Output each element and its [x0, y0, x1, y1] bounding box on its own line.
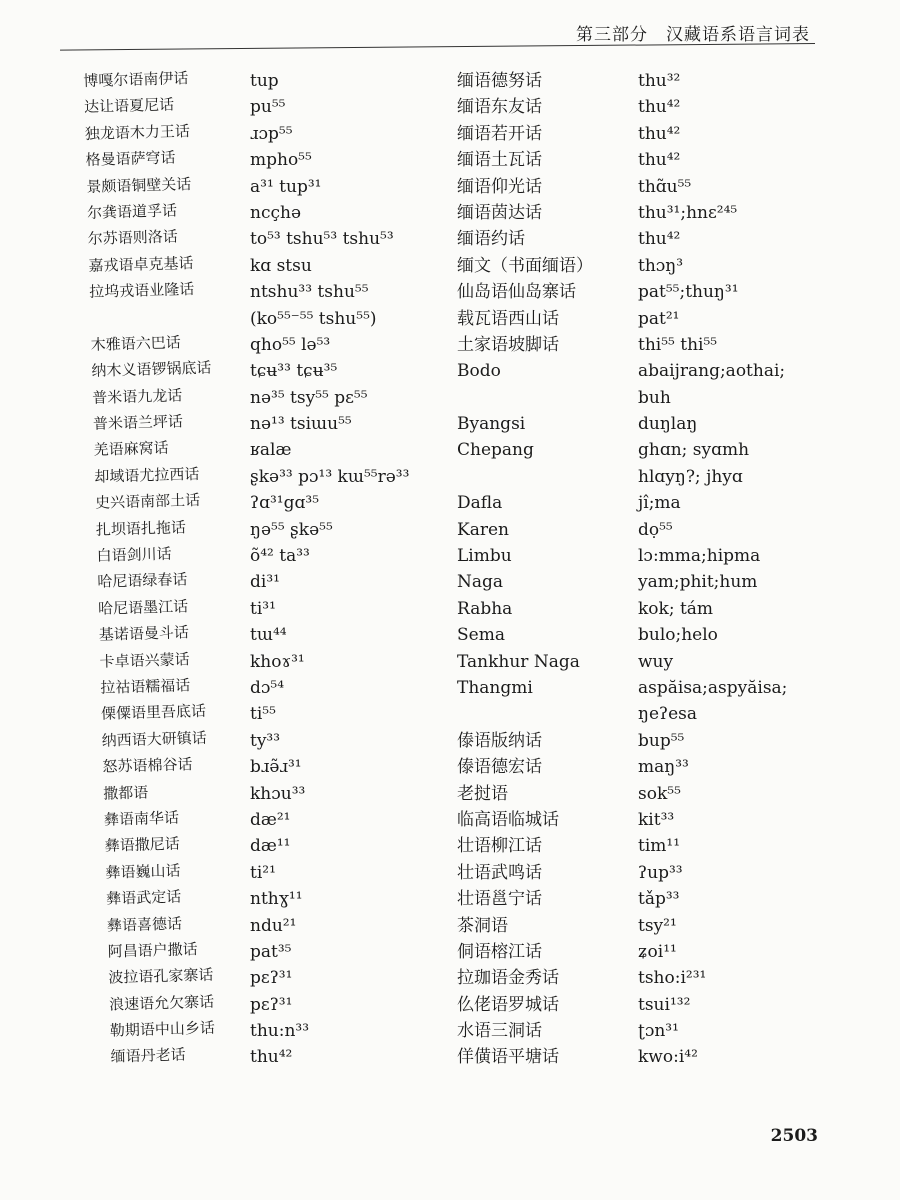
language-name: 临高语临城话: [457, 809, 559, 830]
word-form: bup⁵⁵: [638, 730, 685, 751]
word-form: tup: [250, 71, 279, 91]
language-name: 傣语德宏话: [457, 757, 542, 778]
language-name: 缅语若开话: [457, 123, 542, 144]
word-form: buh: [638, 387, 671, 408]
left-language-column: [83, 64, 261, 1071]
word-form: pat⁵⁵;thuŋ³¹: [638, 282, 739, 303]
word-form: wuy: [638, 651, 674, 672]
word-form: dæ¹¹: [250, 836, 291, 857]
word-form: pat³⁵: [250, 941, 292, 962]
language-name: Rabha: [457, 598, 513, 619]
language-name: Thangmi: [457, 677, 533, 698]
language-name: [90, 301, 241, 332]
language-name: 缅语土瓦话: [457, 150, 542, 171]
word-form: tɯ⁴⁴: [250, 625, 287, 646]
language-name: Dafla: [457, 493, 503, 514]
word-form: kwo:i⁴²: [638, 1047, 698, 1068]
language-name: 格曼语萨穹话: [85, 148, 176, 170]
word-form: mpho⁵⁵: [250, 150, 312, 171]
word-form: maŋ³³: [638, 757, 689, 778]
language-name: 傈僳语里吾底话: [100, 702, 207, 724]
language-name: 撒都语: [103, 783, 149, 803]
language-name: 土家语坡脚话: [457, 334, 559, 355]
word-form: thu⁴²: [638, 229, 681, 250]
word-form: pɛʔ³¹: [250, 968, 293, 989]
language-name: 却域语尤拉西话: [94, 464, 200, 486]
language-name: Chepang: [457, 440, 534, 461]
language-name: 景颇语铜壁关话: [86, 174, 192, 196]
language-name: 怒苏语棉谷话: [102, 755, 193, 776]
word-form: pu⁵⁵: [250, 97, 286, 118]
language-name: Bodo: [457, 361, 501, 382]
language-name: 哈尼语墨江话: [97, 597, 189, 618]
language-name: 普米语九龙话: [91, 386, 183, 407]
language-name: 达让语夏尼话: [83, 95, 175, 117]
language-name: 拉珈语金秀话: [457, 968, 559, 989]
word-form: ti²¹: [250, 862, 276, 883]
language-name: 博嘎尔语南伊话: [83, 69, 189, 90]
language-name: 缅文（书面缅语）: [457, 255, 593, 276]
left-form-column: [250, 68, 450, 1071]
language-name: Byangsi: [457, 414, 526, 435]
language-name: 仙岛语仙岛寨话: [457, 282, 576, 303]
language-name: 普米语兰坪话: [92, 412, 184, 433]
word-form: duŋlaŋ: [638, 414, 698, 435]
word-form: ɹɔp⁵⁵: [250, 123, 293, 144]
word-form: ʔɑ³¹gɑ³⁵: [250, 493, 320, 514]
word-form: thu:n³³: [250, 1021, 310, 1042]
language-name: 载瓦语西山话: [457, 308, 559, 329]
word-form: tsui¹³²: [638, 994, 691, 1015]
word-form: bulo;helo: [638, 625, 718, 646]
word-form: ghɑn; syɑmh: [638, 440, 750, 461]
language-name: 纳木义语锣锅底话: [91, 358, 212, 381]
word-form: thu⁴²: [638, 97, 681, 118]
word-form: a³¹ tup³¹: [250, 176, 322, 197]
word-form: nə³⁵ tsy⁵⁵ pɛ⁵⁵: [250, 387, 368, 408]
language-name: 彝语南华话: [103, 808, 180, 829]
word-form: ʂkə³³ pɔ¹³ kɯ⁵⁵rə³³: [250, 466, 410, 487]
word-form: dɔ⁵⁴: [250, 677, 285, 698]
word-form: pat²¹: [638, 308, 680, 329]
word-form: kit³³: [638, 809, 675, 830]
word-form: kɑ stsu: [250, 255, 312, 276]
word-form: ŋeʔesa: [638, 704, 698, 725]
language-name: 彝语武定话: [105, 887, 182, 908]
language-name: 纳西语大研镇话: [101, 728, 208, 750]
language-name: 仫佬语罗城话: [457, 994, 559, 1015]
language-name: 史兴语南部土话: [94, 491, 201, 513]
language-name: 壮语武鸣话: [457, 862, 542, 883]
word-form: qho⁵⁵ lə⁵³: [250, 334, 331, 355]
language-name: 缅语仰光话: [457, 176, 542, 197]
right-language-column: [457, 68, 657, 1071]
language-name: Tankhur Naga: [457, 651, 580, 672]
word-form: khɔu³³: [250, 783, 306, 804]
language-name: 勒期语中山乡话: [109, 1018, 216, 1040]
language-name: 尔龚语道孚话: [86, 201, 178, 222]
language-name: 水语三洞话: [457, 1021, 542, 1042]
language-name: 独龙语木力王话: [84, 121, 191, 143]
word-form: abaijrang;aothai;: [638, 361, 786, 382]
word-form: aspăisa;aspyăisa;: [638, 677, 788, 698]
word-form: kok; tám: [638, 598, 714, 619]
language-name: 茶洞语: [457, 915, 508, 936]
language-name: [457, 385, 657, 411]
language-name: Sema: [457, 625, 505, 646]
word-form: ti³¹: [250, 598, 276, 619]
word-form: ncçhə: [250, 202, 301, 223]
word-form: yam;phit;hum: [638, 572, 758, 593]
language-name: [457, 464, 657, 490]
language-name: 扎坝语扎拖话: [95, 517, 187, 539]
language-name: 哈尼语绿春话: [97, 570, 188, 592]
word-form: (ko⁵⁵⁻⁵⁵ tshu⁵⁵): [250, 308, 377, 329]
header-rule: [60, 43, 815, 51]
word-form: ʔup³³: [638, 862, 683, 883]
word-form: thi⁵⁵ thi⁵⁵: [638, 334, 718, 355]
word-form: di³¹: [250, 572, 280, 593]
right-form-column: [638, 68, 838, 1071]
language-name: Naga: [457, 572, 504, 593]
language-name: 缅语东友话: [457, 97, 542, 118]
word-form: ntshu³³ tshu⁵⁵: [250, 282, 369, 303]
language-name: 佯僙语平塘话: [457, 1047, 559, 1068]
word-form: thu⁴²: [250, 1047, 293, 1068]
language-name: 老挝语: [457, 783, 508, 804]
word-form: ti⁵⁵: [250, 704, 276, 725]
word-form: tǎp³³: [638, 889, 680, 910]
word-form: thu⁴²: [638, 123, 681, 144]
word-form: dọ⁵⁵: [638, 519, 673, 540]
language-name: 浪速语允欠寨话: [108, 992, 215, 1014]
language-name: 拉祜语糯福话: [100, 676, 191, 697]
word-form: sok⁵⁵: [638, 783, 681, 804]
word-form: thu³²: [638, 71, 681, 91]
running-header: 第三部分 汉藏语系语言词表: [576, 25, 810, 45]
word-form: ndu²¹: [250, 915, 297, 936]
language-name: Karen: [457, 519, 509, 540]
language-name: 羌语麻窝话: [93, 439, 169, 460]
language-name: 拉坞戎语业隆话: [89, 280, 195, 302]
language-name: 壮语邕宁话: [457, 889, 542, 910]
word-form: lɔ:mma;hipma: [638, 546, 761, 567]
word-form: to⁵³ tshu⁵³ tshu⁵³: [250, 229, 394, 250]
word-form: hlɑyŋ?; jhyɑ: [638, 466, 743, 487]
word-form: thu³¹;hnɛ²⁴⁵: [638, 202, 738, 223]
word-form: thu⁴²: [638, 150, 681, 171]
language-name: 缅语丹老话: [110, 1045, 186, 1067]
language-name: 彝语巍山话: [105, 861, 181, 882]
word-form: õ⁴² ta³³: [250, 546, 310, 567]
language-name: [457, 701, 657, 727]
word-form: khoɤ³¹: [250, 651, 305, 672]
word-form: thɔŋ³: [638, 255, 684, 276]
word-form: dæ²¹: [250, 809, 291, 830]
word-form: ʑoi¹¹: [638, 941, 677, 962]
page-number: 2503: [770, 1126, 818, 1146]
language-name: 木雅语六巴话: [90, 333, 181, 354]
word-form: ʁalæ: [250, 440, 292, 461]
language-name: 卡卓语兴蒙话: [99, 649, 190, 671]
word-form: nthɣ¹¹: [250, 889, 303, 910]
word-form: tim¹¹: [638, 836, 681, 857]
word-form: thɑ̃u⁵⁵: [638, 176, 692, 197]
language-name: 缅语约话: [457, 229, 525, 250]
word-form: pɛʔ³¹: [250, 994, 293, 1015]
language-name: 缅语德努话: [457, 71, 542, 91]
word-form: bɹə̃ɹ³¹: [250, 757, 302, 778]
language-name: 壮语柳江话: [457, 836, 542, 857]
language-name: 傣语版纳话: [457, 730, 542, 751]
language-name: 基诺语曼斗话: [98, 623, 190, 644]
language-name: 彝语撒尼话: [104, 834, 180, 856]
word-form: tsho:i²³¹: [638, 968, 707, 989]
language-name: 阿昌语户撒话: [107, 940, 198, 961]
word-form: tsy²¹: [638, 915, 677, 936]
word-form: ty³³: [250, 730, 281, 751]
word-form: jî;ma: [638, 493, 681, 514]
language-name: 尔苏语则洛话: [87, 227, 179, 249]
word-form: nə¹³ tsiɯu⁵⁵: [250, 414, 352, 435]
language-name: 缅语茵达话: [457, 202, 542, 223]
word-form: ʈɔn³¹: [638, 1021, 679, 1042]
language-name: 嘉戎语卓克基话: [88, 253, 194, 275]
language-name: 侗语榕江话: [457, 941, 542, 962]
word-form: tɕʉ³³ tɕʉ³⁵: [250, 361, 338, 382]
word-form: ŋə⁵⁵ ʂkə⁵⁵: [250, 519, 333, 540]
language-name: 彝语喜德话: [106, 914, 183, 935]
language-name: 波拉语孔家寨话: [108, 965, 214, 987]
language-name: 白语剑川话: [96, 544, 172, 565]
language-name: Limbu: [457, 546, 512, 567]
